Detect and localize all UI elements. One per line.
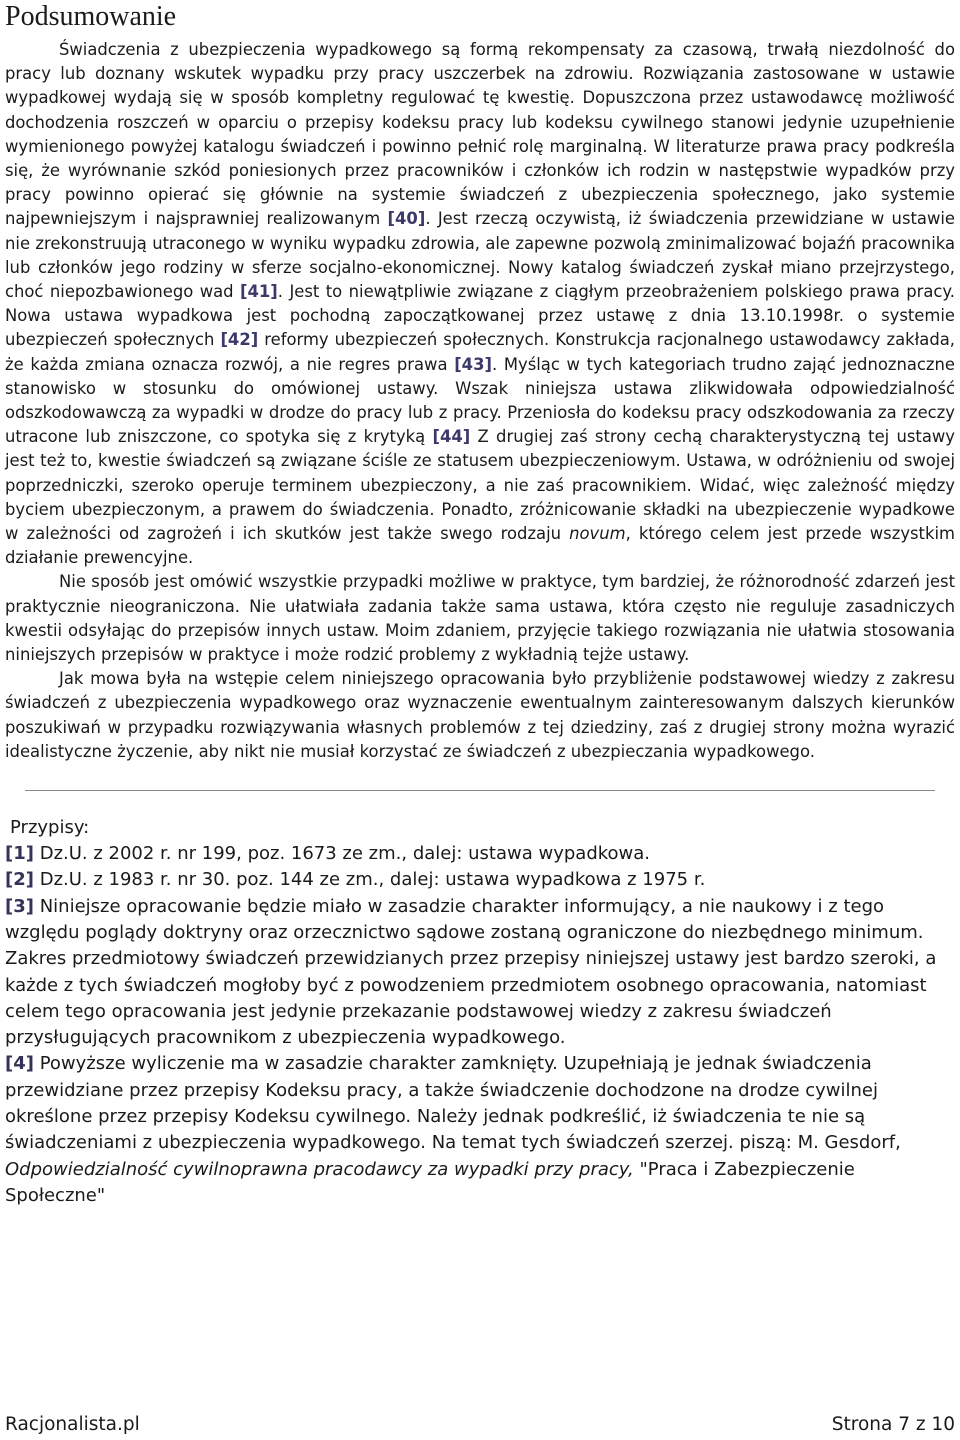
- page-title: Podsumowanie: [5, 1, 177, 32]
- footnote-ref-41[interactable]: [41]: [240, 282, 278, 302]
- text-run: . Jest to niewątpliwie związane z ciągłym przeobrażeniem polskiego prawa pracy. Nowa ustawa wypadkowa jest pochodną zapoczątkowanej przez ustawę z dnia 13.10.1998r. o systemie ubezpieczeń społecznych: [5, 282, 956, 350]
- footnote-backref-4[interactable]: [4]: [5, 1053, 34, 1075]
- footnote-4: [5, 1051, 955, 1209]
- text-run: Świadczenia z ubezpieczenia wypadkowego są formą rekompensaty za czasową, trwałą niezdolność do pracy lub doznany wskutek wypadku przy pracy uszczerbek na zdrowiu. Rozwiązania zastosowane w ustawie wypadkowej wydają się w sposób kompletny regulować tę kwestię. Dopuszczona przez ustawodawcę możliwość dochodzenia roszczeń w oparciu o przepisy kodeksu pracy lub kodeksu cywilnego stanowi jedynie uzupełnienie wymienionego powyżej katalogu świadczeń i powinno pełnić rolę marginalną. W literaturze prawa pracy podkreśla się, że wyrównanie szkód poniesionych przez pracowników i członków ich rodzin w następstwie wypadków przy pracy powinno opierać się głównie na systemie świadczeń z ubezpieczenia społecznego, jako systemie najpewniejszym i najsprawniej realizowanym: [5, 40, 955, 229]
- spacer: [5, 764, 955, 790]
- footnote-ref-42[interactable]: [42]: [220, 330, 259, 350]
- footnote-1: [5, 841, 955, 867]
- text-run: reformy ubezpieczeń społecznych. Konstrukcja racjonalnego ustawodawcy zakłada, że każda zmiana oznacza rozwój, a nie regres prawa: [5, 330, 955, 374]
- footnote-2: [5, 867, 955, 893]
- page-footer: [5, 1412, 955, 1438]
- footer-site-name: Racjonalista.pl: [5, 1414, 140, 1435]
- footnote-ref-43[interactable]: [43]: [454, 354, 492, 374]
- footnote-backref-3[interactable]: [3]: [5, 895, 34, 917]
- italic-term: novum: [569, 524, 626, 544]
- footnote-text: Dz.U. z 2002 r. nr 199, poz. 1673 ze zm., dalej: ustawa wypadkowa.: [33, 843, 651, 865]
- text-run: . Jest rzeczą oczywistą, iż świadczenia przewidziane w ustawie nie zrekonstruują utraconego w wyniku wypadku zdrowia, ale zapewne pozwolą zminimalizować bojaźń pracownika lub członków jego rodziny w sferze socjalno-ekonomicznej. Nowy katalog świadczeń zyskał miano przejrzystego, choć niepozbawionego wad: [5, 209, 955, 302]
- text-run: Z drugiej zaś strony cechą charakterystyczną tej ustawy jest też to, kwestie świadczeń są związane ściśle ze statusem ubezpieczeniowym. Ustawa, w odróżnieniu od swojej poprzedniczki, szeroko operuje terminem ubezpieczony, a nie zaś pracownikiem. Widać, więc zależność między byciem ubezpieczonym, a prawem do świadczenia. Ponadto, zróżnicowanie składki na ubezpieczenie wypadkowe w zależności od zagrożeń i ich skutków jest także swego rodzaju: [5, 427, 955, 544]
- footnote-backref-2[interactable]: [2]: [5, 869, 34, 891]
- text-run: . Myśląc w tych kategoriach trudno zająć jednoznaczne stanowisko w stosunku do omówionej ustawy. Wszak niniejsza ustawa zlikwidowała odpowiedzialność odszkodowawczą za wypadki w drodze do pracy lub z pracy. Przeniosła do kodeksu pracy odszkodowania za rzeczy utracone lub zniszczone, co spotyka się z krytyką: [5, 354, 955, 447]
- summary-paragraph-2: Nie sposób jest omówić wszystkie przypadki możliwe w praktyce, tym bardziej, że różnorodność zdarzeń jest praktycznie nieograniczona. Nie ułatwiała zadania także sama ustawa, która często nie reguluje zasadniczych kwestii odsyłając do przepisów innych ustaw. Moim zdaniem, przyjęcie takiego rozwiązania nie ułatwia stosowania niniejszych przepisów w praktyce i może rodzić problemy z wykładnią tejże ustawy.: [5, 572, 955, 665]
- summary-paragraph-3: Jak mowa była na wstępie celem niniejszego opracowania było przybliżenie podstawowej wiedzy z zakresu świadczeń z ubezpieczenia wypadkowego oraz wyznaczenie ewentualnym zainteresowanym dalszych kierunków poszukiwań w przypadku rozwiązywania własnych problemów z tej dziedziny, zaś z drugiej strony można wyrazić idealistyczne życzenie, aby nikt nie musiał korzystać ze świadczeń z ubezpieczania wypadkowego.: [5, 669, 955, 761]
- footnote-backref-1[interactable]: [1]: [5, 843, 34, 865]
- summary-paragraph-1: [5, 38, 955, 570]
- footnote-ref-40[interactable]: [40]: [387, 209, 426, 229]
- footnote-text: "Praca i Zabezpieczenie Społeczne": [5, 1158, 855, 1206]
- footer-page-number: Strona 7 z 10: [831, 1414, 955, 1435]
- spacer: [5, 791, 955, 815]
- footnote-text: Powyższe wyliczenie ma w zasadzie charakter zamknięty. Uzupełniają je jednak świadczenia przewidziane przez przepisy Kodeksu pracy, a także świadczenie dochodzone na drodze cywilnej określone przez przepisy Kodeksu cywilnego. Należy jednak podkreślić, iż świadczenia te nie są świadczeniami z ubezpieczenia wypadkowego. Na temat tych świadczeń szerzej. piszą: M. Gesdorf,: [5, 1053, 901, 1154]
- footnote-text: Dz.U. z 1983 r. nr 30. poz. 144 ze zm., dalej: ustawa wypadkowa z 1975 r.: [33, 869, 706, 891]
- footnote-ref-44[interactable]: [44]: [432, 427, 471, 447]
- footnote-text: Niniejsze opracowanie będzie miało w zasadzie charakter informujący, a nie naukowy i z tego względu poglądy doktryny oraz orzecznictwo sądowe zostaną ograniczone do niezbędnego minimum. Zakres przedmiotowy świadczeń przewidzianych przez przepisy niniejszej ustawy jest bardzo szeroki, a każde z tych świadczeń mogłoby być z powodzeniem przedmiotem osobnego opracowania, natomiast celem tego opracowania jest jedynie przekazanie podstawowej wiedzy z zakresu świadczeń przysługujących pracownikom z ubezpieczenia wypadkowego.: [5, 895, 937, 1049]
- footnote-3: [5, 894, 955, 1052]
- footnotes-heading: Przypisy:: [10, 817, 90, 839]
- text-run: , którego celem jest przede wszystkim działanie prewencyjne.: [5, 524, 956, 568]
- cited-title: Odpowiedzialność cywilnoprawna pracodawcy za wypadki przy pracy,: [5, 1158, 634, 1180]
